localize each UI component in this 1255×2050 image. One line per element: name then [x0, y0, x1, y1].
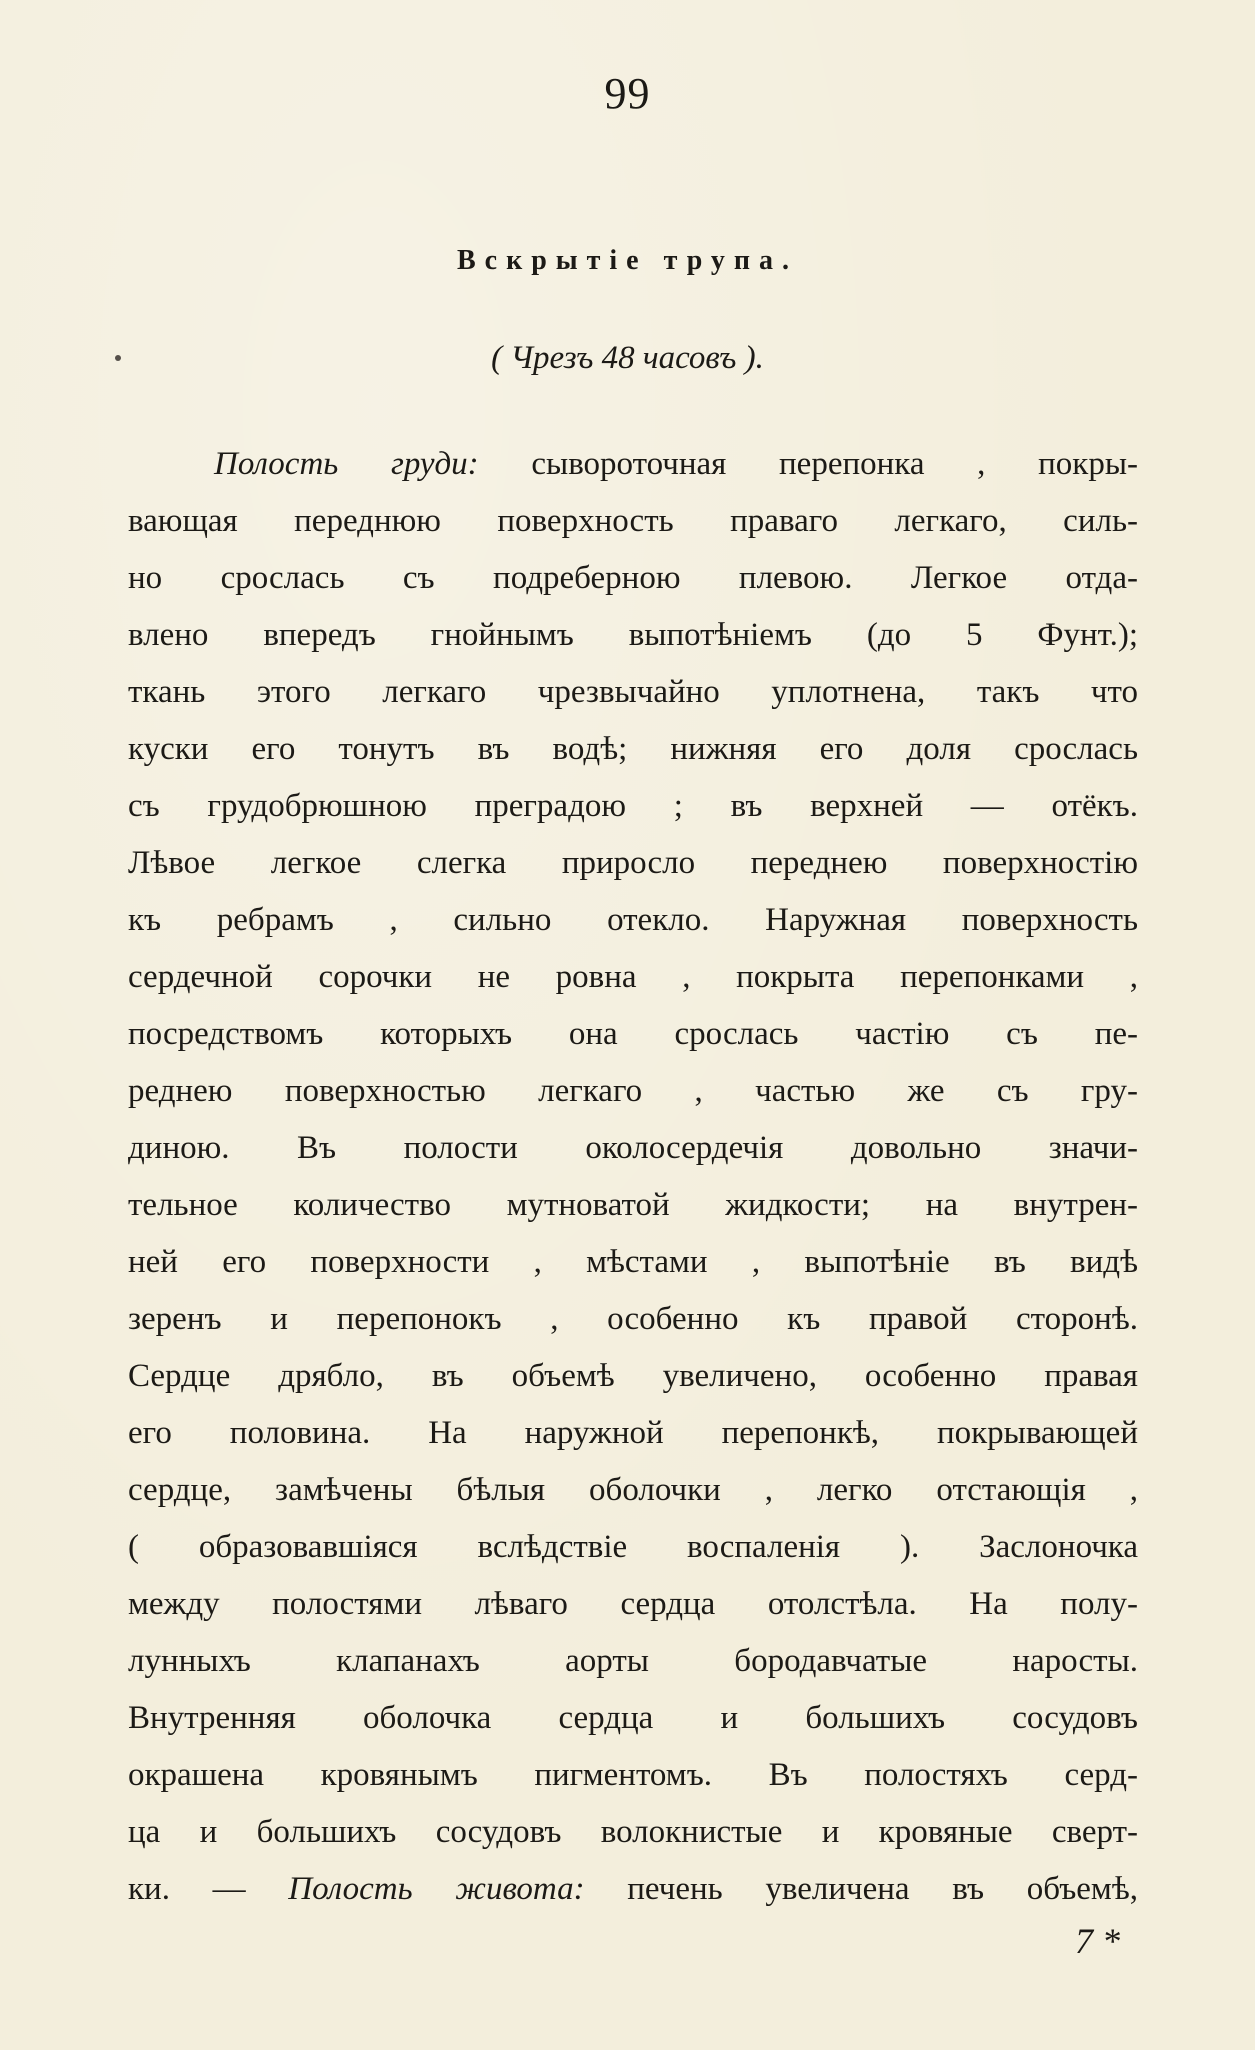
text-line: куски его тонутъ въ водѣ; нижняя его доля срослась: [128, 731, 1138, 767]
text-line: диною. Въ полости околосердечія довольно значи-: [128, 1130, 1138, 1166]
text-line: окрашена кровянымъ пигментомъ. Въ полостяхъ серд-: [128, 1757, 1138, 1793]
italic-heading: Полость живота:: [288, 1871, 585, 1907]
text-line: реднею поверхностью легкаго , частью же съ гру-: [128, 1073, 1138, 1109]
text-line: посредствомъ которыхъ она срослась частію съ пе-: [128, 1016, 1138, 1052]
italic-heading: Полость груди:: [214, 446, 479, 482]
page-number: 99: [604, 69, 651, 118]
text-line: Сердце дрябло, въ объемѣ увеличено, особенно правая: [128, 1358, 1138, 1394]
text-line: его половина. На наружной перепонкѣ, покрывающей: [128, 1415, 1138, 1451]
text-line: между полостями лѣваго сердца отолстѣла. На полу-: [128, 1586, 1138, 1622]
text-line: ней его поверхности , мѣстами , выпотѣніе въ видѣ: [128, 1244, 1138, 1280]
text-line: но срослась съ подреберною плевою. Легкое отда-: [128, 560, 1138, 596]
text-line: съ грудобрюшною преградою ; въ верхней — отёкъ.: [128, 788, 1138, 824]
text-line: къ ребрамъ , сильно отекло. Наружная поверхность: [128, 902, 1138, 938]
text-line: вающая переднюю поверхность праваго легкаго, силь-: [128, 503, 1138, 539]
text-segment: ки. —: [128, 1871, 289, 1907]
text-line: ткань этого легкаго чрезвычайно уплотнена, такъ что: [128, 674, 1138, 710]
section-title: Вскрытіе трупа.: [456, 245, 799, 276]
text-segment: печень увеличена въ объемѣ,: [584, 1871, 1138, 1907]
text-line: сердечной сорочки не ровна , покрыта перепонками ,: [128, 959, 1138, 995]
text-line: [128, 436, 1138, 493]
signature-mark: 7 *: [1075, 1921, 1120, 1961]
text-line: Внутренняя оболочка сердца и большихъ сосудовъ: [128, 1700, 1138, 1736]
body-text: [128, 436, 1138, 1918]
text-line: сердце, замѣчены бѣлыя оболочки , легко отстающія ,: [128, 1472, 1138, 1508]
text-line: [128, 1861, 1138, 1918]
text-line: ( образовавшіяся вслѣдствіе воспаленія ). Заслоночка: [128, 1529, 1138, 1565]
text-segment: сывороточная перепонка , покры-: [478, 446, 1138, 482]
text-line: влено впередъ гнойнымъ выпотѣніемъ (до 5 Фунт.);: [128, 617, 1138, 653]
text-line: Лѣвое легкое слегка приросло переднею поверхностію: [128, 845, 1138, 881]
text-line: ца и большихъ сосудовъ волокнистые и кровяные сверт-: [128, 1814, 1138, 1850]
subtitle: ( Чрезъ 48 часовъ ).: [491, 340, 764, 376]
text-line: тельное количество мутноватой жидкости; на внутрен-: [128, 1187, 1138, 1223]
text-line: зеренъ и перепонокъ , особенно къ правой сторонѣ.: [128, 1301, 1138, 1337]
text-line: лунныхъ клапанахъ аорты бородавчатые наросты.: [128, 1643, 1138, 1679]
